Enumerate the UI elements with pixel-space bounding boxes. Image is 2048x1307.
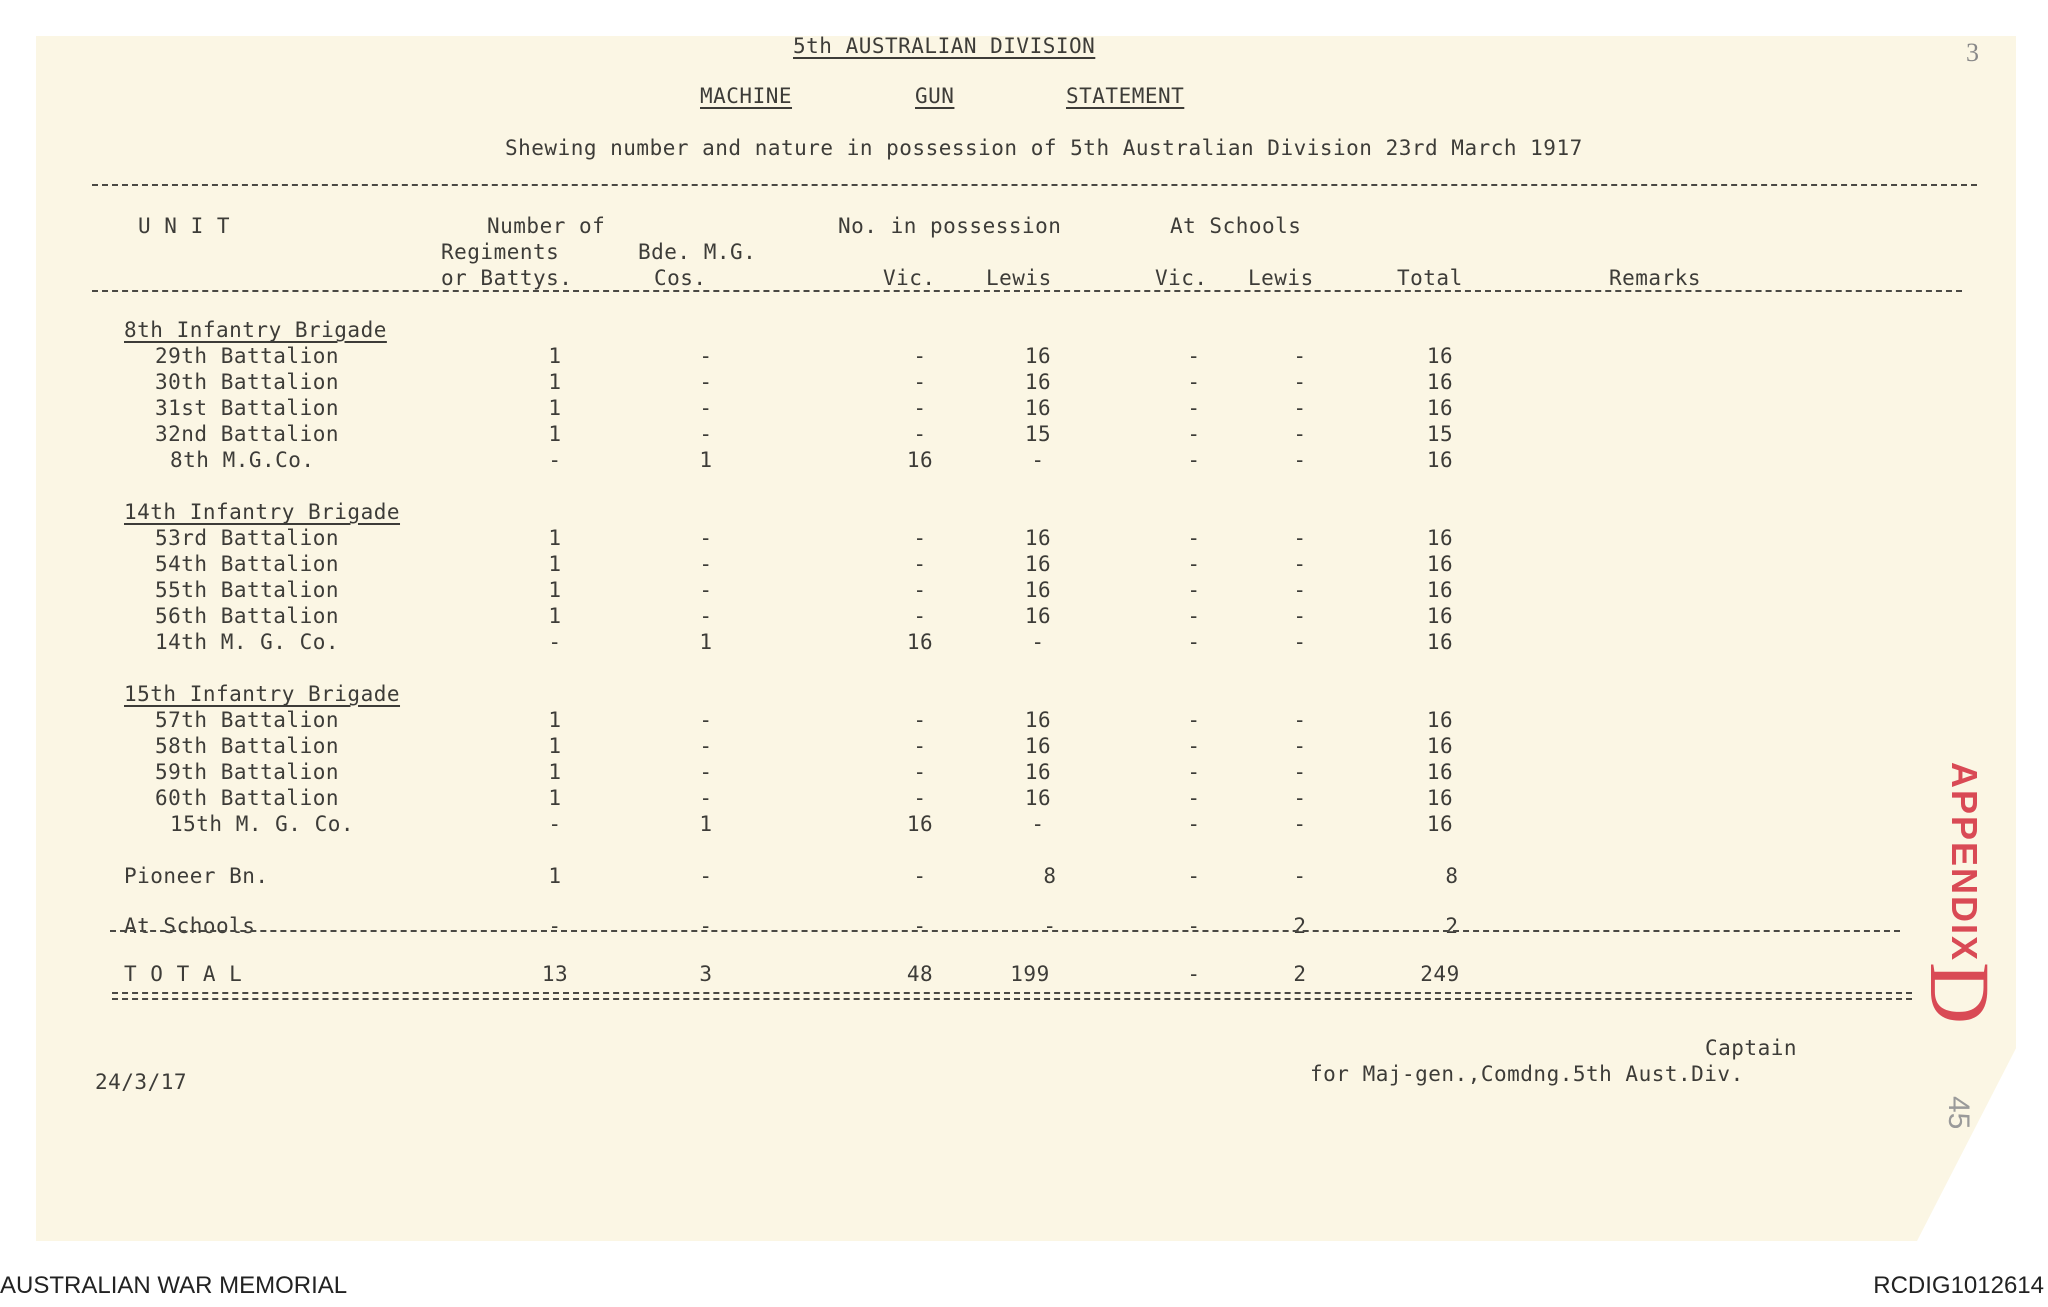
regiments-cell: 1: [548, 552, 562, 576]
vic-cell: 16: [906, 812, 934, 836]
schools-lewis-cell: 2: [1293, 914, 1307, 938]
total-cell: 16: [1426, 604, 1454, 628]
unit-cell: 60th Battalion: [155, 786, 340, 810]
total-cell: 16: [1426, 578, 1454, 602]
total-cell: 249: [1420, 962, 1460, 986]
total-cell: 16: [1426, 708, 1454, 732]
bde-cell: -: [699, 578, 713, 602]
title-machine: MACHINE: [700, 84, 793, 108]
regiments-cell: 1: [548, 604, 562, 628]
bde-cell: -: [699, 396, 713, 420]
vic-cell: -: [913, 734, 927, 758]
schools-vic-cell: -: [1187, 734, 1201, 758]
total-cell: 15: [1426, 422, 1454, 446]
schools-vic-cell: -: [1187, 422, 1201, 446]
schools-lewis-cell: -: [1293, 448, 1307, 472]
lewis-cell: -: [1031, 630, 1045, 654]
schools-vic-cell: -: [1187, 962, 1201, 986]
division-heading: 5th AUSTRALIAN DIVISION: [793, 34, 1096, 58]
bde-cell: -: [699, 760, 713, 784]
bde-cell: -: [699, 344, 713, 368]
lewis-cell: -: [1031, 812, 1045, 836]
group-heading: 15th Infantry Brigade: [124, 682, 401, 706]
pre-total-rule: [110, 930, 1900, 932]
title-statement: STATEMENT: [1066, 84, 1185, 108]
header-regiments: Regiments: [441, 240, 560, 264]
vic-cell: -: [913, 914, 927, 938]
schools-vic-cell: -: [1187, 526, 1201, 550]
vic-cell: 48: [906, 962, 934, 986]
vic-cell: -: [913, 422, 927, 446]
bde-cell: -: [699, 422, 713, 446]
regiments-cell: 1: [548, 760, 562, 784]
bde-cell: -: [699, 526, 713, 550]
total-cell: 16: [1426, 552, 1454, 576]
total-cell: 16: [1426, 812, 1454, 836]
header-bde-mg: Bde. M.G.: [638, 240, 757, 264]
schools-vic-cell: -: [1187, 760, 1201, 784]
header-vic: Vic.: [883, 266, 936, 290]
group-heading: 8th Infantry Brigade: [124, 318, 387, 342]
regiments-cell: 1: [548, 734, 562, 758]
unit-cell: 32nd Battalion: [155, 422, 340, 446]
lewis-cell: 16: [1024, 760, 1052, 784]
unit-cell: At Schools: [124, 914, 256, 938]
total-cell: 8: [1445, 864, 1459, 888]
lewis-cell: 16: [1024, 344, 1052, 368]
schools-lewis-cell: -: [1293, 578, 1307, 602]
total-double-rule: [112, 992, 1912, 1000]
document-date: 24/3/17: [95, 1070, 188, 1094]
bde-cell: -: [699, 734, 713, 758]
page-number: 45: [1942, 1096, 1975, 1130]
regiments-cell: -: [548, 448, 562, 472]
header-at-schools: At Schools: [1170, 214, 1302, 238]
schools-lewis-cell: -: [1293, 812, 1307, 836]
bde-cell: -: [699, 552, 713, 576]
schools-vic-cell: -: [1187, 344, 1201, 368]
schools-vic-cell: -: [1187, 864, 1201, 888]
vic-cell: -: [913, 396, 927, 420]
lewis-cell: 8: [1043, 864, 1057, 888]
total-cell: 16: [1426, 370, 1454, 394]
vic-cell: -: [913, 578, 927, 602]
schools-lewis-cell: -: [1293, 708, 1307, 732]
unit-cell: 59th Battalion: [155, 760, 340, 784]
unit-cell: 8th M.G.Co.: [170, 448, 315, 472]
schools-vic-cell: -: [1187, 708, 1201, 732]
regiments-cell: 1: [548, 344, 562, 368]
schools-vic-cell: -: [1187, 448, 1201, 472]
bde-cell: 1: [699, 448, 713, 472]
regiments-cell: -: [548, 914, 562, 938]
schools-lewis-cell: -: [1293, 734, 1307, 758]
vic-cell: -: [913, 344, 927, 368]
vic-cell: -: [913, 708, 927, 732]
lewis-cell: 16: [1024, 552, 1052, 576]
regiments-cell: 13: [541, 962, 569, 986]
document-subtitle: Shewing number and nature in possession of 5th Australian Division 23rd March 1917: [505, 136, 1583, 160]
vic-cell: -: [913, 604, 927, 628]
bde-cell: -: [699, 786, 713, 810]
unit-cell: 53rd Battalion: [155, 526, 340, 550]
vic-cell: 16: [906, 630, 934, 654]
bde-cell: -: [699, 708, 713, 732]
lewis-cell: 15: [1024, 422, 1052, 446]
regiments-cell: 1: [548, 578, 562, 602]
lewis-cell: 16: [1024, 604, 1052, 628]
unit-cell: 58th Battalion: [155, 734, 340, 758]
vic-cell: -: [913, 864, 927, 888]
lewis-cell: 16: [1024, 786, 1052, 810]
vic-cell: -: [913, 786, 927, 810]
appendix-letter: D: [1912, 962, 2008, 1025]
regiments-cell: 1: [548, 864, 562, 888]
regiments-cell: -: [548, 812, 562, 836]
lewis-cell: 16: [1024, 370, 1052, 394]
lewis-cell: 16: [1024, 578, 1052, 602]
total-cell: 16: [1426, 526, 1454, 550]
regiments-cell: 1: [548, 786, 562, 810]
total-cell: 16: [1426, 630, 1454, 654]
schools-lewis-cell: -: [1293, 864, 1307, 888]
header-schools-vic: Vic.: [1155, 266, 1208, 290]
schools-vic-cell: -: [1187, 552, 1201, 576]
regiments-cell: 1: [548, 526, 562, 550]
schools-vic-cell: -: [1187, 630, 1201, 654]
schools-lewis-cell: -: [1293, 604, 1307, 628]
schools-lewis-cell: 2: [1293, 962, 1307, 986]
total-cell: 2: [1445, 914, 1459, 938]
footer-left: AUSTRALIAN WAR MEMORIAL: [0, 1272, 348, 1299]
schools-vic-cell: -: [1187, 396, 1201, 420]
bde-cell: -: [699, 864, 713, 888]
regiments-cell: 1: [548, 396, 562, 420]
schools-vic-cell: -: [1187, 370, 1201, 394]
vic-cell: 16: [906, 448, 934, 472]
unit-cell: 56th Battalion: [155, 604, 340, 628]
total-cell: 16: [1426, 396, 1454, 420]
corner-mark: 3: [1966, 38, 1980, 67]
appendix-stamp: APPENDIX: [1944, 762, 1985, 963]
header-total: Total: [1397, 266, 1463, 290]
signature-for: for Maj-gen.,Comdng.5th Aust.Div.: [1310, 1062, 1744, 1086]
schools-lewis-cell: -: [1293, 786, 1307, 810]
unit-cell: 57th Battalion: [155, 708, 340, 732]
schools-lewis-cell: -: [1293, 552, 1307, 576]
bde-cell: -: [699, 604, 713, 628]
total-cell: 16: [1426, 448, 1454, 472]
lewis-cell: -: [1043, 914, 1057, 938]
header-no-in-possession: No. in possession: [838, 214, 1062, 238]
header-top-rule: [92, 184, 1977, 186]
schools-vic-cell: -: [1187, 812, 1201, 836]
header-or-battys: or Battys.: [441, 266, 573, 290]
unit-cell: Pioneer Bn.: [124, 864, 269, 888]
total-cell: 16: [1426, 786, 1454, 810]
vic-cell: -: [913, 526, 927, 550]
header-schools-lewis: Lewis: [1248, 266, 1314, 290]
lewis-cell: 16: [1024, 708, 1052, 732]
schools-lewis-cell: -: [1293, 630, 1307, 654]
schools-lewis-cell: -: [1293, 396, 1307, 420]
total-cell: 16: [1426, 344, 1454, 368]
bde-cell: -: [699, 370, 713, 394]
schools-lewis-cell: -: [1293, 526, 1307, 550]
regiments-cell: 1: [548, 422, 562, 446]
bde-cell: 1: [699, 812, 713, 836]
total-cell: 16: [1426, 760, 1454, 784]
header-number-of: Number of: [487, 214, 606, 238]
schools-vic-cell: -: [1187, 578, 1201, 602]
title-gun: GUN: [915, 84, 955, 108]
lewis-cell: 199: [1010, 962, 1050, 986]
regiments-cell: -: [548, 630, 562, 654]
vic-cell: -: [913, 760, 927, 784]
signature-captain: Captain: [1705, 1036, 1798, 1060]
header-lewis: Lewis: [986, 266, 1052, 290]
lewis-cell: -: [1031, 448, 1045, 472]
lewis-cell: 16: [1024, 396, 1052, 420]
unit-cell: 31st Battalion: [155, 396, 340, 420]
total-cell: 16: [1426, 734, 1454, 758]
schools-vic-cell: -: [1187, 786, 1201, 810]
lewis-cell: 16: [1024, 734, 1052, 758]
lewis-cell: 16: [1024, 526, 1052, 550]
schools-lewis-cell: -: [1293, 344, 1307, 368]
bde-cell: 3: [699, 962, 713, 986]
regiments-cell: 1: [548, 370, 562, 394]
bde-cell: -: [699, 914, 713, 938]
unit-cell: 30th Battalion: [155, 370, 340, 394]
footer-right: RCDIG1012614: [1873, 1272, 2044, 1299]
unit-cell: T O T A L: [124, 962, 243, 986]
regiments-cell: 1: [548, 708, 562, 732]
unit-cell: 14th M. G. Co.: [155, 630, 340, 654]
schools-lewis-cell: -: [1293, 760, 1307, 784]
unit-cell: 29th Battalion: [155, 344, 340, 368]
schools-vic-cell: -: [1187, 604, 1201, 628]
header-cos: Cos.: [654, 266, 707, 290]
vic-cell: -: [913, 552, 927, 576]
header-unit: U N I T: [138, 214, 231, 238]
header-remarks: Remarks: [1609, 266, 1702, 290]
unit-cell: 55th Battalion: [155, 578, 340, 602]
schools-vic-cell: -: [1187, 914, 1201, 938]
schools-lewis-cell: -: [1293, 370, 1307, 394]
header-bottom-rule: [92, 290, 1962, 292]
schools-lewis-cell: -: [1293, 422, 1307, 446]
unit-cell: 15th M. G. Co.: [170, 812, 355, 836]
vic-cell: -: [913, 370, 927, 394]
group-heading: 14th Infantry Brigade: [124, 500, 401, 524]
bde-cell: 1: [699, 630, 713, 654]
unit-cell: 54th Battalion: [155, 552, 340, 576]
